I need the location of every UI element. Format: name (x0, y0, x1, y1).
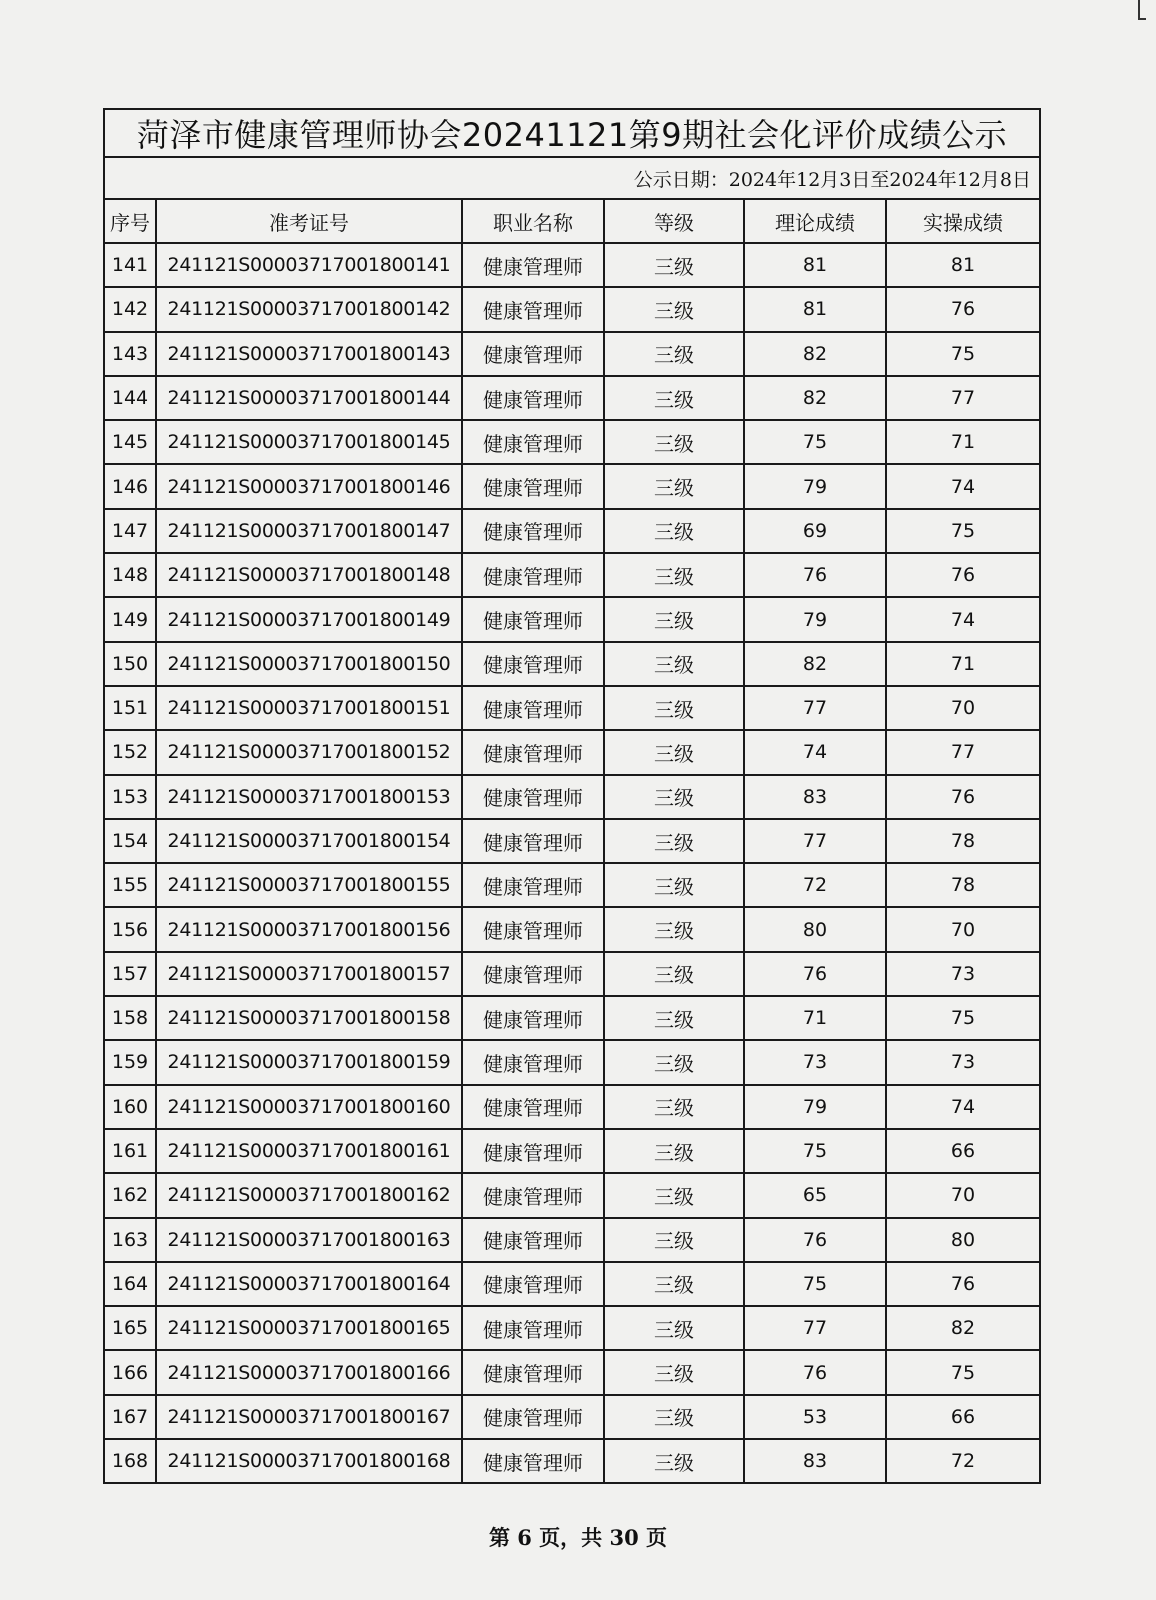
cell-seq: 162 (104, 1173, 156, 1217)
column-header-ticket-number: 准考证号 (156, 199, 462, 243)
cell-level: 三级 (604, 907, 744, 951)
cell-practical-score: 73 (886, 952, 1040, 996)
cell-theory-score: 75 (744, 1129, 886, 1173)
cell-occupation: 健康管理师 (462, 332, 604, 376)
cell-seq: 155 (104, 863, 156, 907)
cell-seq: 165 (104, 1306, 156, 1350)
cell-ticket-number: 241121S00003717001800144 (156, 376, 462, 420)
publication-date: 公示日期：2024年12月3日至2024年12月8日 (104, 157, 1040, 199)
cell-level: 三级 (604, 1395, 744, 1439)
cell-ticket-number: 241121S00003717001800165 (156, 1306, 462, 1350)
cell-seq: 141 (104, 243, 156, 287)
cell-theory-score: 75 (744, 420, 886, 464)
table-row (104, 996, 1040, 1040)
cell-level: 三级 (604, 509, 744, 553)
cell-occupation: 健康管理师 (462, 509, 604, 553)
cell-practical-score: 78 (886, 863, 1040, 907)
table-row (104, 376, 1040, 420)
cell-ticket-number: 241121S00003717001800161 (156, 1129, 462, 1173)
cell-occupation: 健康管理师 (462, 642, 604, 686)
cell-level: 三级 (604, 996, 744, 1040)
score-table (103, 108, 1041, 1484)
cell-ticket-number: 241121S00003717001800147 (156, 509, 462, 553)
cell-ticket-number: 241121S00003717001800146 (156, 464, 462, 508)
cell-ticket-number: 241121S00003717001800151 (156, 686, 462, 730)
cell-level: 三级 (604, 819, 744, 863)
cell-occupation: 健康管理师 (462, 952, 604, 996)
cell-theory-score: 79 (744, 464, 886, 508)
cell-ticket-number: 241121S00003717001800143 (156, 332, 462, 376)
cell-occupation: 健康管理师 (462, 597, 604, 641)
cell-seq: 164 (104, 1262, 156, 1306)
table-row (104, 1306, 1040, 1350)
cell-occupation: 健康管理师 (462, 863, 604, 907)
cell-theory-score: 76 (744, 1218, 886, 1262)
cell-theory-score: 79 (744, 1085, 886, 1129)
cell-level: 三级 (604, 1439, 744, 1483)
cell-ticket-number: 241121S00003717001800141 (156, 243, 462, 287)
column-header-practical-score: 实操成绩 (886, 199, 1040, 243)
cell-theory-score: 83 (744, 775, 886, 819)
table-row (104, 1439, 1040, 1483)
table-row (104, 1218, 1040, 1262)
cell-occupation: 健康管理师 (462, 1306, 604, 1350)
cell-occupation: 健康管理师 (462, 730, 604, 774)
cell-practical-score: 81 (886, 243, 1040, 287)
table-row (104, 1262, 1040, 1306)
table-row (104, 553, 1040, 597)
cell-level: 三级 (604, 686, 744, 730)
cell-level: 三级 (604, 1085, 744, 1129)
cell-practical-score: 78 (886, 819, 1040, 863)
cell-occupation: 健康管理师 (462, 775, 604, 819)
table-row (104, 907, 1040, 951)
table-row (104, 1040, 1040, 1084)
cell-level: 三级 (604, 597, 744, 641)
table-row (104, 730, 1040, 774)
table-row (104, 1129, 1040, 1173)
cell-theory-score: 79 (744, 597, 886, 641)
cell-ticket-number: 241121S00003717001800154 (156, 819, 462, 863)
cell-practical-score: 76 (886, 287, 1040, 331)
table-row (104, 243, 1040, 287)
table-row (104, 775, 1040, 819)
cell-theory-score: 77 (744, 819, 886, 863)
table-row (104, 863, 1040, 907)
cell-practical-score: 74 (886, 597, 1040, 641)
cell-practical-score: 75 (886, 332, 1040, 376)
cell-level: 三级 (604, 1040, 744, 1084)
cell-seq: 146 (104, 464, 156, 508)
cell-practical-score: 76 (886, 553, 1040, 597)
cell-occupation: 健康管理师 (462, 1085, 604, 1129)
cell-ticket-number: 241121S00003717001800152 (156, 730, 462, 774)
cell-occupation: 健康管理师 (462, 819, 604, 863)
cell-practical-score: 66 (886, 1395, 1040, 1439)
page-corner-mark (1138, 0, 1146, 20)
cell-ticket-number: 241121S00003717001800166 (156, 1350, 462, 1394)
column-header-theory-score: 理论成绩 (744, 199, 886, 243)
cell-practical-score: 76 (886, 775, 1040, 819)
cell-theory-score: 83 (744, 1439, 886, 1483)
cell-theory-score: 71 (744, 996, 886, 1040)
cell-practical-score: 70 (886, 686, 1040, 730)
cell-seq: 154 (104, 819, 156, 863)
cell-practical-score: 75 (886, 1350, 1040, 1394)
cell-theory-score: 76 (744, 1350, 886, 1394)
cell-occupation: 健康管理师 (462, 287, 604, 331)
cell-level: 三级 (604, 1350, 744, 1394)
cell-seq: 148 (104, 553, 156, 597)
table-row (104, 597, 1040, 641)
cell-level: 三级 (604, 420, 744, 464)
cell-occupation: 健康管理师 (462, 1262, 604, 1306)
cell-practical-score: 80 (886, 1218, 1040, 1262)
cell-theory-score: 72 (744, 863, 886, 907)
cell-ticket-number: 241121S00003717001800156 (156, 907, 462, 951)
cell-occupation: 健康管理师 (462, 1129, 604, 1173)
cell-ticket-number: 241121S00003717001800145 (156, 420, 462, 464)
cell-theory-score: 73 (744, 1040, 886, 1084)
cell-practical-score: 76 (886, 1262, 1040, 1306)
cell-occupation: 健康管理师 (462, 1439, 604, 1483)
table-row (104, 1173, 1040, 1217)
cell-ticket-number: 241121S00003717001800160 (156, 1085, 462, 1129)
column-header-occupation: 职业名称 (462, 199, 604, 243)
cell-ticket-number: 241121S00003717001800155 (156, 863, 462, 907)
cell-theory-score: 76 (744, 952, 886, 996)
table-row (104, 509, 1040, 553)
cell-practical-score: 70 (886, 1173, 1040, 1217)
table-row (104, 1350, 1040, 1394)
cell-level: 三级 (604, 464, 744, 508)
cell-theory-score: 76 (744, 553, 886, 597)
cell-seq: 143 (104, 332, 156, 376)
page-title: 菏泽市健康管理师协会20241121第9期社会化评价成绩公示 (104, 109, 1040, 157)
cell-level: 三级 (604, 952, 744, 996)
cell-ticket-number: 241121S00003717001800157 (156, 952, 462, 996)
cell-practical-score: 77 (886, 730, 1040, 774)
cell-theory-score: 75 (744, 1262, 886, 1306)
cell-practical-score: 74 (886, 464, 1040, 508)
cell-practical-score: 82 (886, 1306, 1040, 1350)
table-row (104, 332, 1040, 376)
table-row (104, 1395, 1040, 1439)
cell-level: 三级 (604, 1262, 744, 1306)
cell-occupation: 健康管理师 (462, 553, 604, 597)
cell-occupation: 健康管理师 (462, 420, 604, 464)
cell-seq: 149 (104, 597, 156, 641)
cell-theory-score: 82 (744, 642, 886, 686)
cell-practical-score: 71 (886, 420, 1040, 464)
table-row (104, 686, 1040, 730)
cell-level: 三级 (604, 863, 744, 907)
cell-theory-score: 53 (744, 1395, 886, 1439)
cell-practical-score: 74 (886, 1085, 1040, 1129)
cell-seq: 159 (104, 1040, 156, 1084)
cell-practical-score: 75 (886, 509, 1040, 553)
cell-seq: 168 (104, 1439, 156, 1483)
cell-level: 三级 (604, 332, 744, 376)
cell-seq: 153 (104, 775, 156, 819)
cell-seq: 142 (104, 287, 156, 331)
cell-ticket-number: 241121S00003717001800153 (156, 775, 462, 819)
cell-ticket-number: 241121S00003717001800167 (156, 1395, 462, 1439)
cell-seq: 152 (104, 730, 156, 774)
cell-occupation: 健康管理师 (462, 1350, 604, 1394)
cell-seq: 151 (104, 686, 156, 730)
cell-theory-score: 82 (744, 376, 886, 420)
cell-theory-score: 77 (744, 686, 886, 730)
column-header-level: 等级 (604, 199, 744, 243)
table-body (104, 243, 1040, 1483)
cell-occupation: 健康管理师 (462, 907, 604, 951)
cell-seq: 150 (104, 642, 156, 686)
table-row (104, 1085, 1040, 1129)
cell-occupation: 健康管理师 (462, 376, 604, 420)
cell-practical-score: 72 (886, 1439, 1040, 1483)
cell-ticket-number: 241121S00003717001800142 (156, 287, 462, 331)
cell-theory-score: 82 (744, 332, 886, 376)
table-row (104, 287, 1040, 331)
cell-ticket-number: 241121S00003717001800158 (156, 996, 462, 1040)
cell-theory-score: 81 (744, 287, 886, 331)
cell-seq: 161 (104, 1129, 156, 1173)
cell-ticket-number: 241121S00003717001800150 (156, 642, 462, 686)
cell-theory-score: 65 (744, 1173, 886, 1217)
cell-ticket-number: 241121S00003717001800164 (156, 1262, 462, 1306)
cell-practical-score: 75 (886, 996, 1040, 1040)
cell-occupation: 健康管理师 (462, 686, 604, 730)
cell-level: 三级 (604, 243, 744, 287)
cell-level: 三级 (604, 1306, 744, 1350)
table-row (104, 819, 1040, 863)
cell-practical-score: 77 (886, 376, 1040, 420)
cell-level: 三级 (604, 1173, 744, 1217)
cell-ticket-number: 241121S00003717001800159 (156, 1040, 462, 1084)
cell-practical-score: 71 (886, 642, 1040, 686)
cell-ticket-number: 241121S00003717001800163 (156, 1218, 462, 1262)
cell-seq: 163 (104, 1218, 156, 1262)
cell-theory-score: 81 (744, 243, 886, 287)
cell-seq: 167 (104, 1395, 156, 1439)
cell-occupation: 健康管理师 (462, 1040, 604, 1084)
cell-theory-score: 74 (744, 730, 886, 774)
cell-ticket-number: 241121S00003717001800168 (156, 1439, 462, 1483)
cell-occupation: 健康管理师 (462, 1218, 604, 1262)
table-row (104, 642, 1040, 686)
cell-seq: 144 (104, 376, 156, 420)
cell-seq: 145 (104, 420, 156, 464)
score-sheet (103, 108, 1039, 1484)
cell-level: 三级 (604, 775, 744, 819)
cell-occupation: 健康管理师 (462, 243, 604, 287)
cell-seq: 158 (104, 996, 156, 1040)
cell-level: 三级 (604, 730, 744, 774)
cell-theory-score: 69 (744, 509, 886, 553)
cell-level: 三级 (604, 553, 744, 597)
cell-seq: 147 (104, 509, 156, 553)
cell-seq: 160 (104, 1085, 156, 1129)
cell-level: 三级 (604, 642, 744, 686)
cell-occupation: 健康管理师 (462, 1395, 604, 1439)
cell-occupation: 健康管理师 (462, 464, 604, 508)
cell-practical-score: 70 (886, 907, 1040, 951)
cell-practical-score: 73 (886, 1040, 1040, 1084)
table-header-row (104, 199, 1040, 243)
cell-seq: 156 (104, 907, 156, 951)
cell-level: 三级 (604, 376, 744, 420)
cell-ticket-number: 241121S00003717001800149 (156, 597, 462, 641)
cell-theory-score: 77 (744, 1306, 886, 1350)
cell-theory-score: 80 (744, 907, 886, 951)
cell-practical-score: 66 (886, 1129, 1040, 1173)
cell-level: 三级 (604, 1218, 744, 1262)
cell-seq: 166 (104, 1350, 156, 1394)
column-header-seq: 序号 (104, 199, 156, 243)
table-row (104, 952, 1040, 996)
cell-ticket-number: 241121S00003717001800148 (156, 553, 462, 597)
table-row (104, 464, 1040, 508)
cell-occupation: 健康管理师 (462, 1173, 604, 1217)
page-footer: 第 6 页，共 30 页 (488, 1525, 668, 1550)
cell-seq: 157 (104, 952, 156, 996)
cell-occupation: 健康管理师 (462, 996, 604, 1040)
cell-ticket-number: 241121S00003717001800162 (156, 1173, 462, 1217)
cell-level: 三级 (604, 1129, 744, 1173)
table-row (104, 420, 1040, 464)
cell-level: 三级 (604, 287, 744, 331)
